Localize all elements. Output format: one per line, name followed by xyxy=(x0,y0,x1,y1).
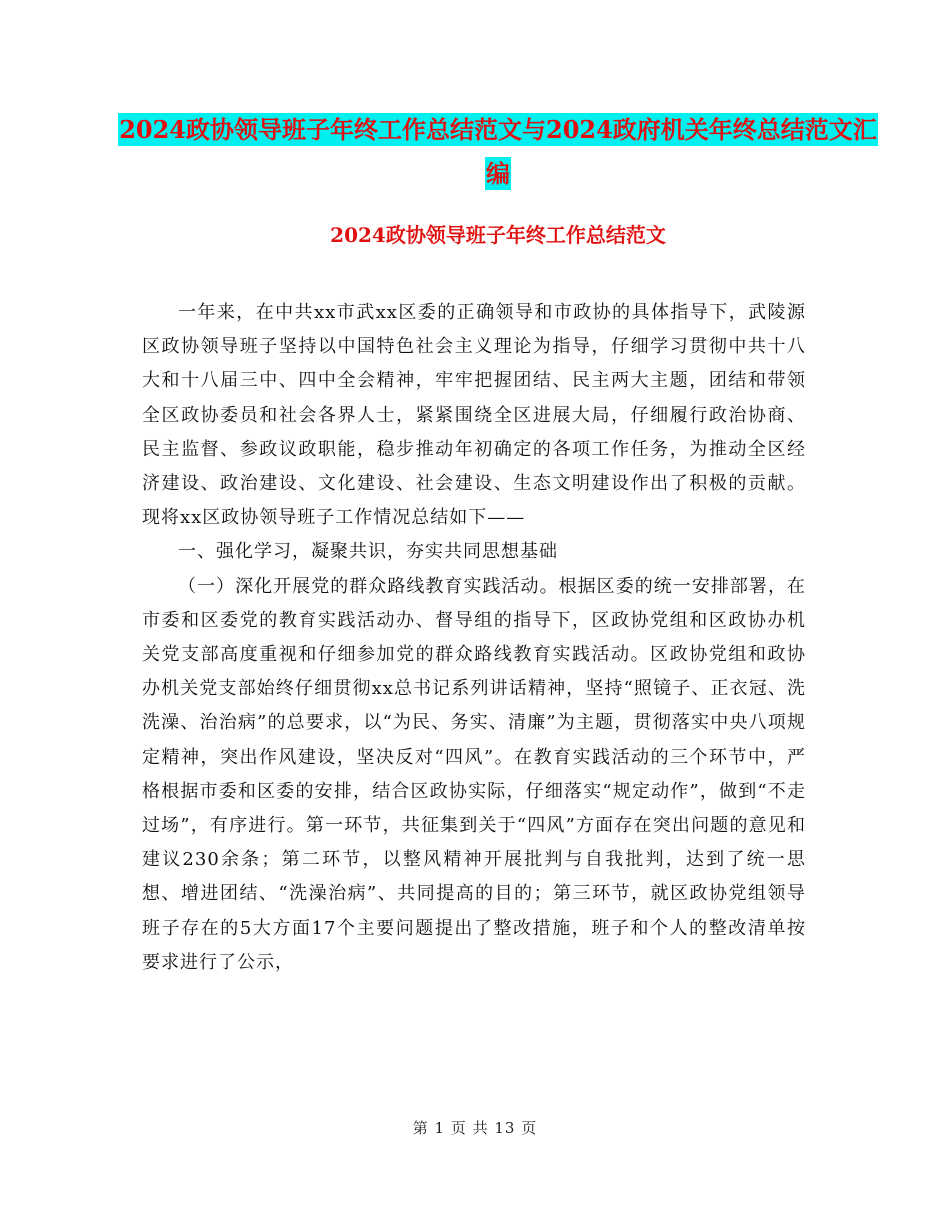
document-subtitle: 2024政协领导班子年终工作总结范文 xyxy=(330,223,666,247)
page-number-footer: 第 1 页 共 13 页 xyxy=(412,1119,538,1137)
document-body xyxy=(142,296,806,980)
main-title-highlight: 2024政协领导班子年终工作总结范文与2024政府机关年终总结范文汇编 xyxy=(119,115,877,188)
section-heading: 一、强化学习，凝聚共识，夯实共同思想基础 xyxy=(178,541,558,563)
body-paragraph: （一）深化开展党的群众路线教育实践活动。根据区委的统一安排部署，在市委和区委党的教育实践活动办、督导组的指导下，区政协党组和区政协办机关党支部高度重视和仔细参加党的群众路线教育实践活动。区政协党组和政协办机关党支部始终仔细贯彻xx总书记系列讲话精神，坚持“照镜子、正衣冠、洗洗澡、治治病”的总要求，以“为民、务实、清廉”为主题，贯彻落实中央八项规定精神，突出作风建设，坚决反对“四风”。在教育实践活动的三个环节中，严格根据市委和区委的安排，结合区政协实际，仔细落实“规定动作”，做到“不走过场”，有序进行。第一环节，共征集到关于“四风”方面存在突出问题的意见和建议230余条；第二环节，以整风精神开展批判与自我批判，达到了统一思想、增进团结、“洗澡治病”、共同提高的目的；第三环节，就区政协党组领导班子存在的5大方面17个主要问题提出了整改措施，班子和个人的整改清单按要求进行了公示， xyxy=(142,575,806,973)
document-main-title xyxy=(118,108,878,196)
intro-paragraph: 一年来，在中共xx市武xx区委的正确领导和市政协的具体指导下，武陵源区政协领导班子坚持以中国特色社会主义理论为指导，仔细学习贯彻中共十八大和十八届三中、四中全会精神，牢牢把握团结、民主两大主题，团结和带领全区政协委员和社会各界人士，紧紧围绕全区进展大局，仔细履行政治协商、民主监督、参政议政职能，稳步推动年初确定的各项工作任务，为推动全区经济建设、政治建设、文化建设、社会建设、生态文明建设作出了积极的贡献。 现将xx区政协领导班子工作情况总结如下—— xyxy=(142,302,806,529)
